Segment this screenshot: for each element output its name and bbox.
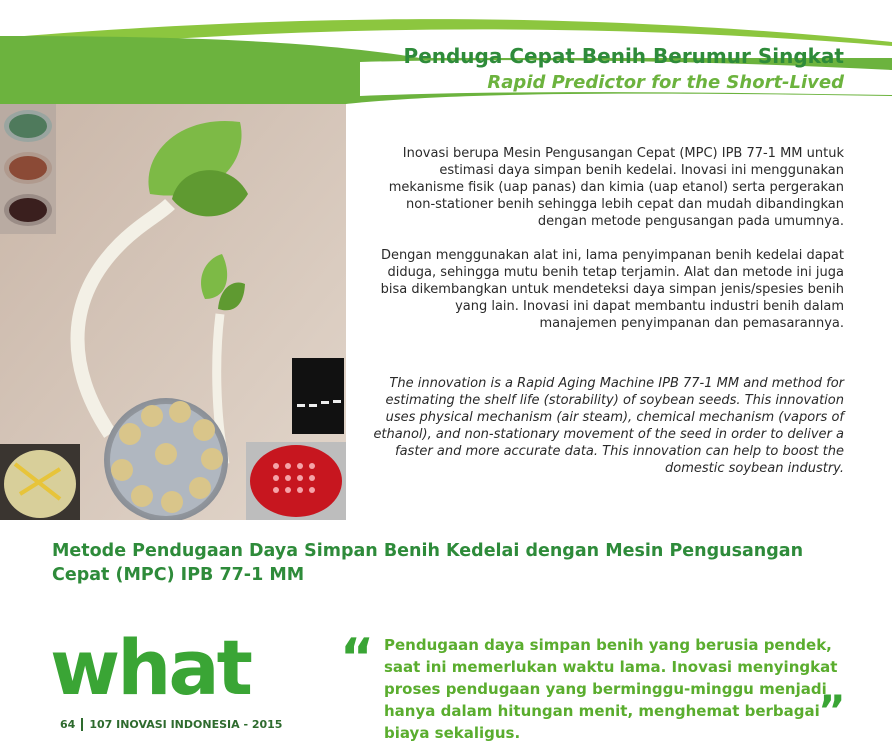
book-title: 107 INOVASI INDONESIA - 2015 — [89, 718, 283, 731]
pull-quote: Pendugaan daya simpan benih yang berusia pendek, saat ini memerlukan waktu lama. Inovasi menyingkat proses pendugaan yang berminggu-minggu menjadi hanya dalam hitungan menit, menghemat berbagai biaya sekaligus. — [384, 636, 838, 742]
page-subtitle-english: Rapid Predictor for the Short-Lived — [487, 72, 844, 93]
open-quote-icon: “ — [340, 628, 375, 688]
paragraph-indonesian-2: Dengan menggunakan alat ini, lama penyimpanan benih kedelai dapat diduga, sehingga mutu benih tetap terjamin. Alat dan metode ini juga bisa dikembangkan untuk mendeteksi daya simpan jenis/spesies benih yang lain. Inovasi ini dapat membantu industri benih dalam manajemen penyimpanan dan pemasarannya. — [380, 248, 844, 331]
seed-sample-dishes — [0, 104, 56, 234]
paragraph-english: The innovation is a Rapid Aging Machine IPB 77-1 MM and method for estimating the shelf life (storability) of soybean seeds. This innovation uses physical mechanism (air steam), chemical mechanism (vapors of ethanol), and non-stationary movement of the seed in order to deliver a faster and more accurate data. This innovation can help to boost the domestic soybean industry. — [373, 376, 844, 476]
page-title: Penduga Cepat Benih Berumur Singkat — [403, 44, 844, 68]
page-number: 64 — [60, 718, 76, 731]
footer-separator — [81, 718, 83, 731]
seedling-photo — [0, 104, 346, 520]
page-footer — [60, 718, 282, 731]
section-heading: Metode Pendugaan Daya Simpan Benih Kedelai dengan Mesin Pengusangan Cepat (MPC) IPB 77-1 MM — [52, 541, 804, 585]
close-quote-icon: ” — [818, 686, 846, 735]
what-section-word: what — [50, 623, 250, 712]
paragraph-indonesian-1: Inovasi berupa Mesin Pengusangan Cepat (MPC) IPB 77-1 MM untuk estimasi daya simpan benih kedelai. Inovasi ini menggunakan mekanisme fisik (uap panas) dan kimia (uap etanol) serta pergerakan non-stationer benih sehingga lebih cepat dan mudah dibandingkan dengan metode pengusangan pada umumnya. — [388, 146, 844, 229]
